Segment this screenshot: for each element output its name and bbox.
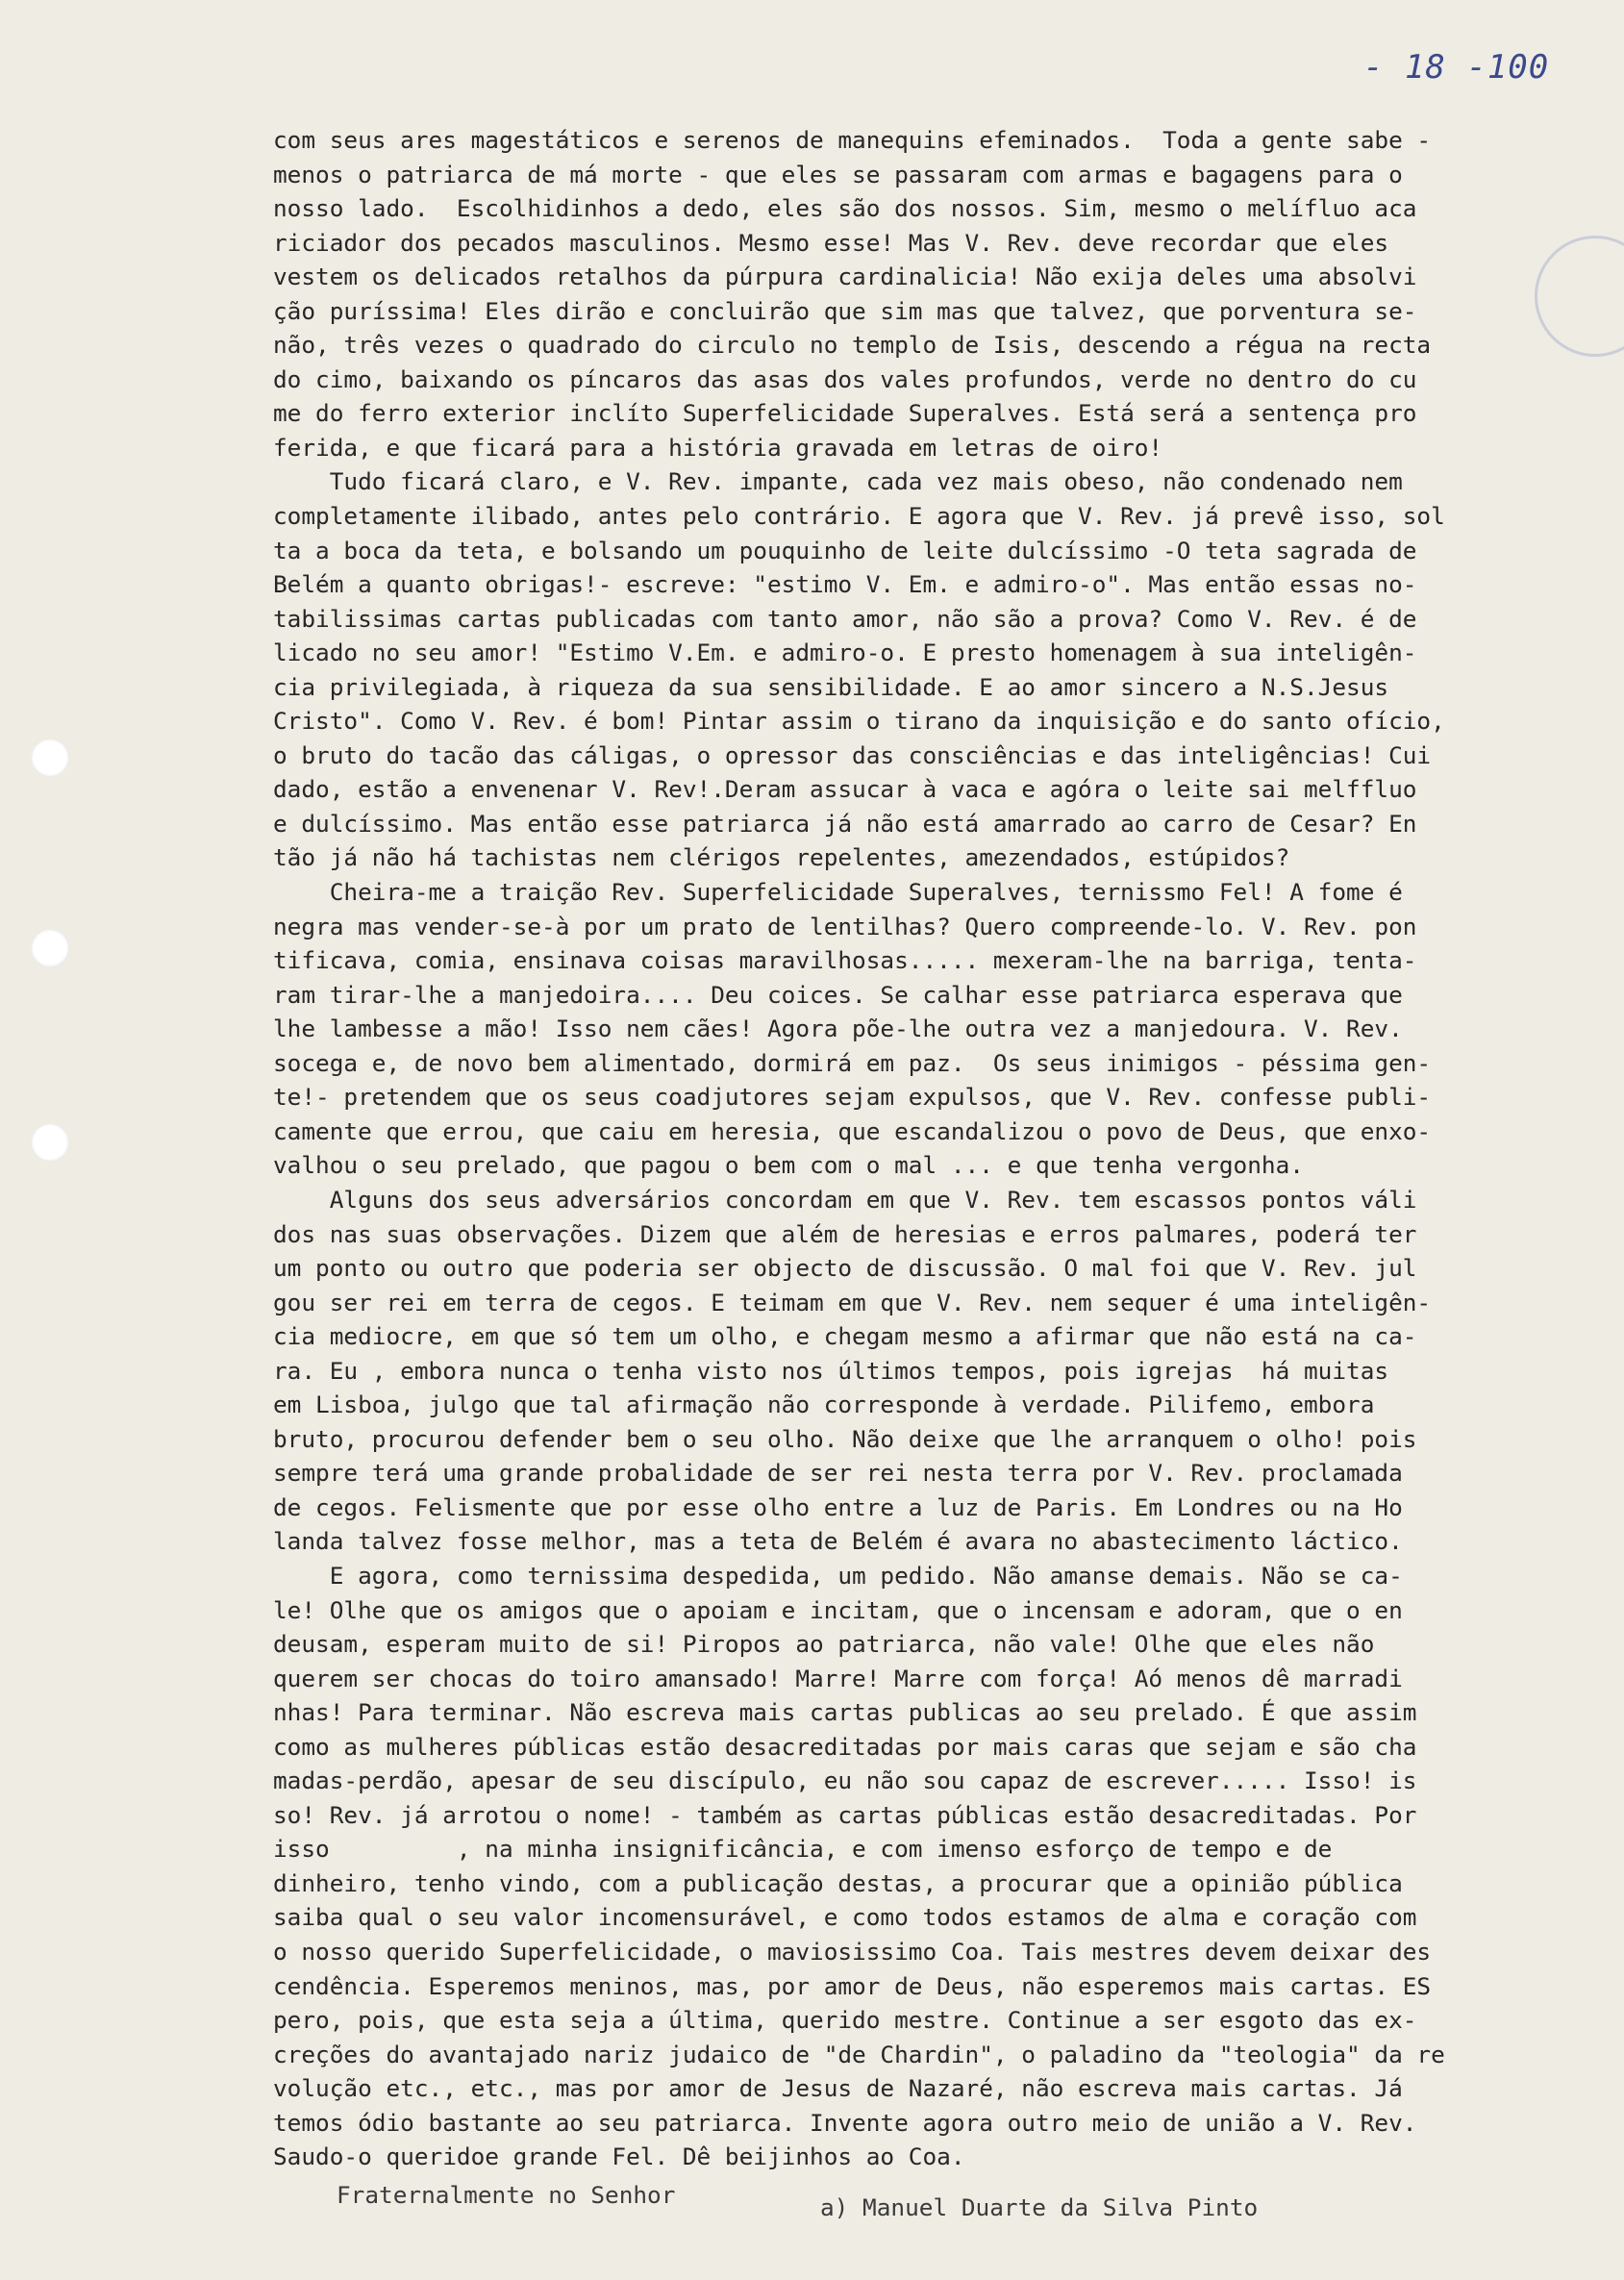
- text-line: riciador dos pecados masculinos. Mesmo esse! Mas V. Rev. deve recordar que eles: [273, 228, 1389, 257]
- text-line: ram tirar-lhe a manjedoira.... Deu coices. Se calhar esse patriarca esperava que: [273, 980, 1403, 1009]
- text-line: vestem os delicados retalhos da púrpura cardinalicia! Não exija deles uma absolvi: [273, 263, 1417, 291]
- text-line: so! Rev. já arrotou o nome! - também as cartas públicas estão desacreditadas. Por: [273, 1800, 1417, 1829]
- text-line: bruto, procurou defender bem o seu olho. Não deixe que lhe arranquem o olho! pois: [273, 1424, 1417, 1453]
- text-line: me do ferro exterior inclíto Superfelicidade Superalves. Está será a sentença pro: [273, 399, 1417, 428]
- text-line: completamente ilibado, antes pelo contrário. E agora que V. Rev. já prevê isso, sol: [273, 502, 1445, 531]
- text-line: tabilissimas cartas publicadas com tanto amor, não são a prova? Como V. Rev. é de: [273, 604, 1417, 633]
- text-line: cia mediocre, em que só tem um olho, e chegam mesmo a afirmar que não está na ca-: [273, 1322, 1417, 1351]
- text-line: E agora, como ternissima despedida, um pedido. Não amanse demais. Não se ca-: [273, 1561, 1403, 1590]
- text-line: e dulcíssimo. Mas então esse patriarca já não está amarrado ao carro de Cesar? En: [273, 809, 1417, 838]
- text-line: saiba qual o seu valor incomensurável, e como todos estamos de alma e coração com: [273, 1903, 1417, 1932]
- text-line: ção puríssima! Eles dirão e concluirão que sim mas que talvez, que porventura se-: [273, 296, 1417, 325]
- punch-hole: [31, 1123, 69, 1162]
- text-line: o bruto do tacão das cáligas, o opressor das consciências e das inteligências! Cui: [273, 740, 1432, 769]
- text-line: licado no seu amor! "Estimo V.Em. e admiro-o. E presto homenagem à sua inteligên-: [273, 639, 1417, 667]
- text-line: isso , na minha insignificância, e com imenso esforço de tempo e de: [273, 1835, 1333, 1864]
- text-line: tificava, comia, ensinava coisas maravilhosas..... mexeram-lhe na barriga, tenta-: [273, 946, 1417, 975]
- text-line: temos ódio bastante ao seu patriarca. Invente agora outro meio de união a V. Rev.: [273, 2108, 1417, 2137]
- text-line: volução etc., etc., mas por amor de Jesus de Nazaré, não escreva mais cartas. Já: [273, 2074, 1403, 2103]
- text-line: deusam, esperam muito de si! Piropos ao patriarca, não vale! Olhe que eles não: [273, 1630, 1375, 1659]
- text-line: Belém a quanto obrigas!- escreve: "estimo V. Em. e admiro-o". Mas então essas no-: [273, 570, 1417, 599]
- punch-hole: [31, 739, 69, 777]
- text-line: cia privilegiada, à riqueza da sua sensibilidade. E ao amor sincero a N.S.Jesus: [273, 672, 1389, 701]
- faded-stamp: [1535, 236, 1624, 357]
- text-line: Cristo". Como V. Rev. é bom! Pintar assim o tirano da inquisição e do santo ofício,: [273, 707, 1445, 736]
- text-line: do cimo, baixando os píncaros das asas dos vales profundos, verde no dentro do cu: [273, 364, 1417, 393]
- text-line: madas-perdão, apesar de seu discípulo, eu não sou capaz de escrever..... Isso! is: [273, 1766, 1417, 1795]
- paragraph: [273, 875, 1504, 1183]
- page-number: - 18 -100: [1363, 48, 1550, 87]
- text-line: negra mas vender-se-à por um prato de lentilhas? Quero compreende-lo. V. Rev. pon: [273, 912, 1417, 940]
- paragraph: [273, 464, 1504, 875]
- text-line: gou ser rei em terra de cegos. E teimam em que V. Rev. nem sequer é uma inteligên-: [273, 1288, 1432, 1316]
- text-line: Alguns dos seus adversários concordam em que V. Rev. tem escassos pontos váli: [273, 1185, 1417, 1214]
- text-line: ra. Eu , embora nunca o tenha visto nos últimos tempos, pois igrejas há muitas: [273, 1356, 1389, 1385]
- paragraph: [273, 1183, 1504, 1559]
- text-line: menos o patriarca de má morte - que eles se passaram com armas e bagagens para o: [273, 160, 1403, 188]
- text-line: Cheira-me a traição Rev. Superfelicidade Superalves, ternissmo Fel! A fome é: [273, 878, 1403, 907]
- text-line: camente que errou, que caiu em heresia, que escandalizou o povo de Deus, que enxo-: [273, 1116, 1432, 1145]
- text-line: valhou o seu prelado, que pagou o bem com o mal ... e que tenha vergonha.: [273, 1151, 1304, 1180]
- closing-salutation: Fraternalmente no Senhor: [337, 2181, 676, 2209]
- text-line: sempre terá uma grande probalidade de ser rei nesta terra por V. Rev. proclamada: [273, 1459, 1403, 1488]
- text-line: socega e, de novo bem alimentado, dormirá em paz. Os seus inimigos - péssima gen-: [273, 1048, 1432, 1077]
- text-line: dos nas suas observações. Dizem que além de heresias e erros palmares, poderá ter: [273, 1219, 1417, 1248]
- letter-body: [273, 123, 1504, 2174]
- text-line: pero, pois, que esta seja a última, querido mestre. Continue a ser esgoto das ex-: [273, 2006, 1417, 2035]
- text-line: em Lisboa, julgo que tal afirmação não corresponde à verdade. Pilifemo, embora: [273, 1391, 1375, 1419]
- text-line: landa talvez fosse melhor, mas a teta de Belém é avara no abastecimento láctico.: [273, 1527, 1403, 1556]
- text-line: dado, estão a envenenar V. Rev!.Deram assucar à vaca e agóra o leite sai melffluo: [273, 775, 1417, 804]
- text-line: dinheiro, tenho vindo, com a publicação destas, a procurar que a opinião pública: [273, 1868, 1403, 1897]
- text-line: não, três vezes o quadrado do circulo no templo de Isis, descendo a régua na recta: [273, 331, 1432, 360]
- text-line: o nosso querido Superfelicidade, o maviosissimo Coa. Tais mestres devem deixar des: [273, 1937, 1432, 1966]
- signature: a) Manuel Duarte da Silva Pinto: [820, 2193, 1259, 2221]
- text-line: nosso lado. Escolhidinhos a dedo, eles são dos nossos. Sim, mesmo o melífluo aca: [273, 194, 1417, 223]
- text-line: de cegos. Felismente que por esse olho entre a luz de Paris. Em Londres ou na Ho: [273, 1492, 1403, 1521]
- text-line: Tudo ficará claro, e V. Rev. impante, cada vez mais obeso, não condenado nem: [273, 467, 1403, 496]
- text-line: te!- pretendem que os seus coadjutores sejam expulsos, que V. Rev. confesse publi-: [273, 1083, 1432, 1112]
- text-line: creções do avantajado nariz judaico de "de Chardin", o paladino da "teologia" da re: [273, 2040, 1445, 2068]
- text-line: cendência. Esperemos meninos, mas, por amor de Deus, não esperemos mais cartas. ES: [273, 1971, 1432, 2000]
- punch-hole: [31, 929, 69, 967]
- text-line: lhe lambesse a mão! Isso nem cães! Agora põe-lhe outra vez a manjedoura. V. Rev.: [273, 1015, 1403, 1043]
- paragraph: [273, 1559, 1504, 2174]
- text-line: querem ser chocas do toiro amansado! Marre! Marre com força! Aó menos dê marradi: [273, 1664, 1403, 1692]
- text-line: le! Olhe que os amigos que o apoiam e incitam, que o incensam e adoram, que o en: [273, 1595, 1403, 1624]
- paragraph: [273, 123, 1504, 464]
- text-line: um ponto ou outro que poderia ser objecto de discussão. O mal foi que V. Rev. jul: [273, 1254, 1417, 1283]
- text-line: ferida, e que ficará para a história gravada em letras de oiro!: [273, 433, 1163, 462]
- text-line: ta a boca da teta, e bolsando um pouquinho de leite dulcíssimo -O teta sagrada de: [273, 536, 1417, 564]
- text-line: Saudo-o queridoe grande Fel. Dê beijinhos ao Coa.: [273, 2142, 965, 2171]
- text-line: com seus ares magestáticos e serenos de manequins efeminados. Toda a gente sabe -: [273, 126, 1432, 154]
- text-line: como as mulheres públicas estão desacreditadas por mais caras que sejam e são cha: [273, 1732, 1417, 1761]
- text-line: tão já não há tachistas nem clérigos repelentes, amezendados, estúpidos?: [273, 843, 1290, 872]
- text-line: nhas! Para terminar. Não escreva mais cartas publicas ao seu prelado. É que assim: [273, 1698, 1417, 1727]
